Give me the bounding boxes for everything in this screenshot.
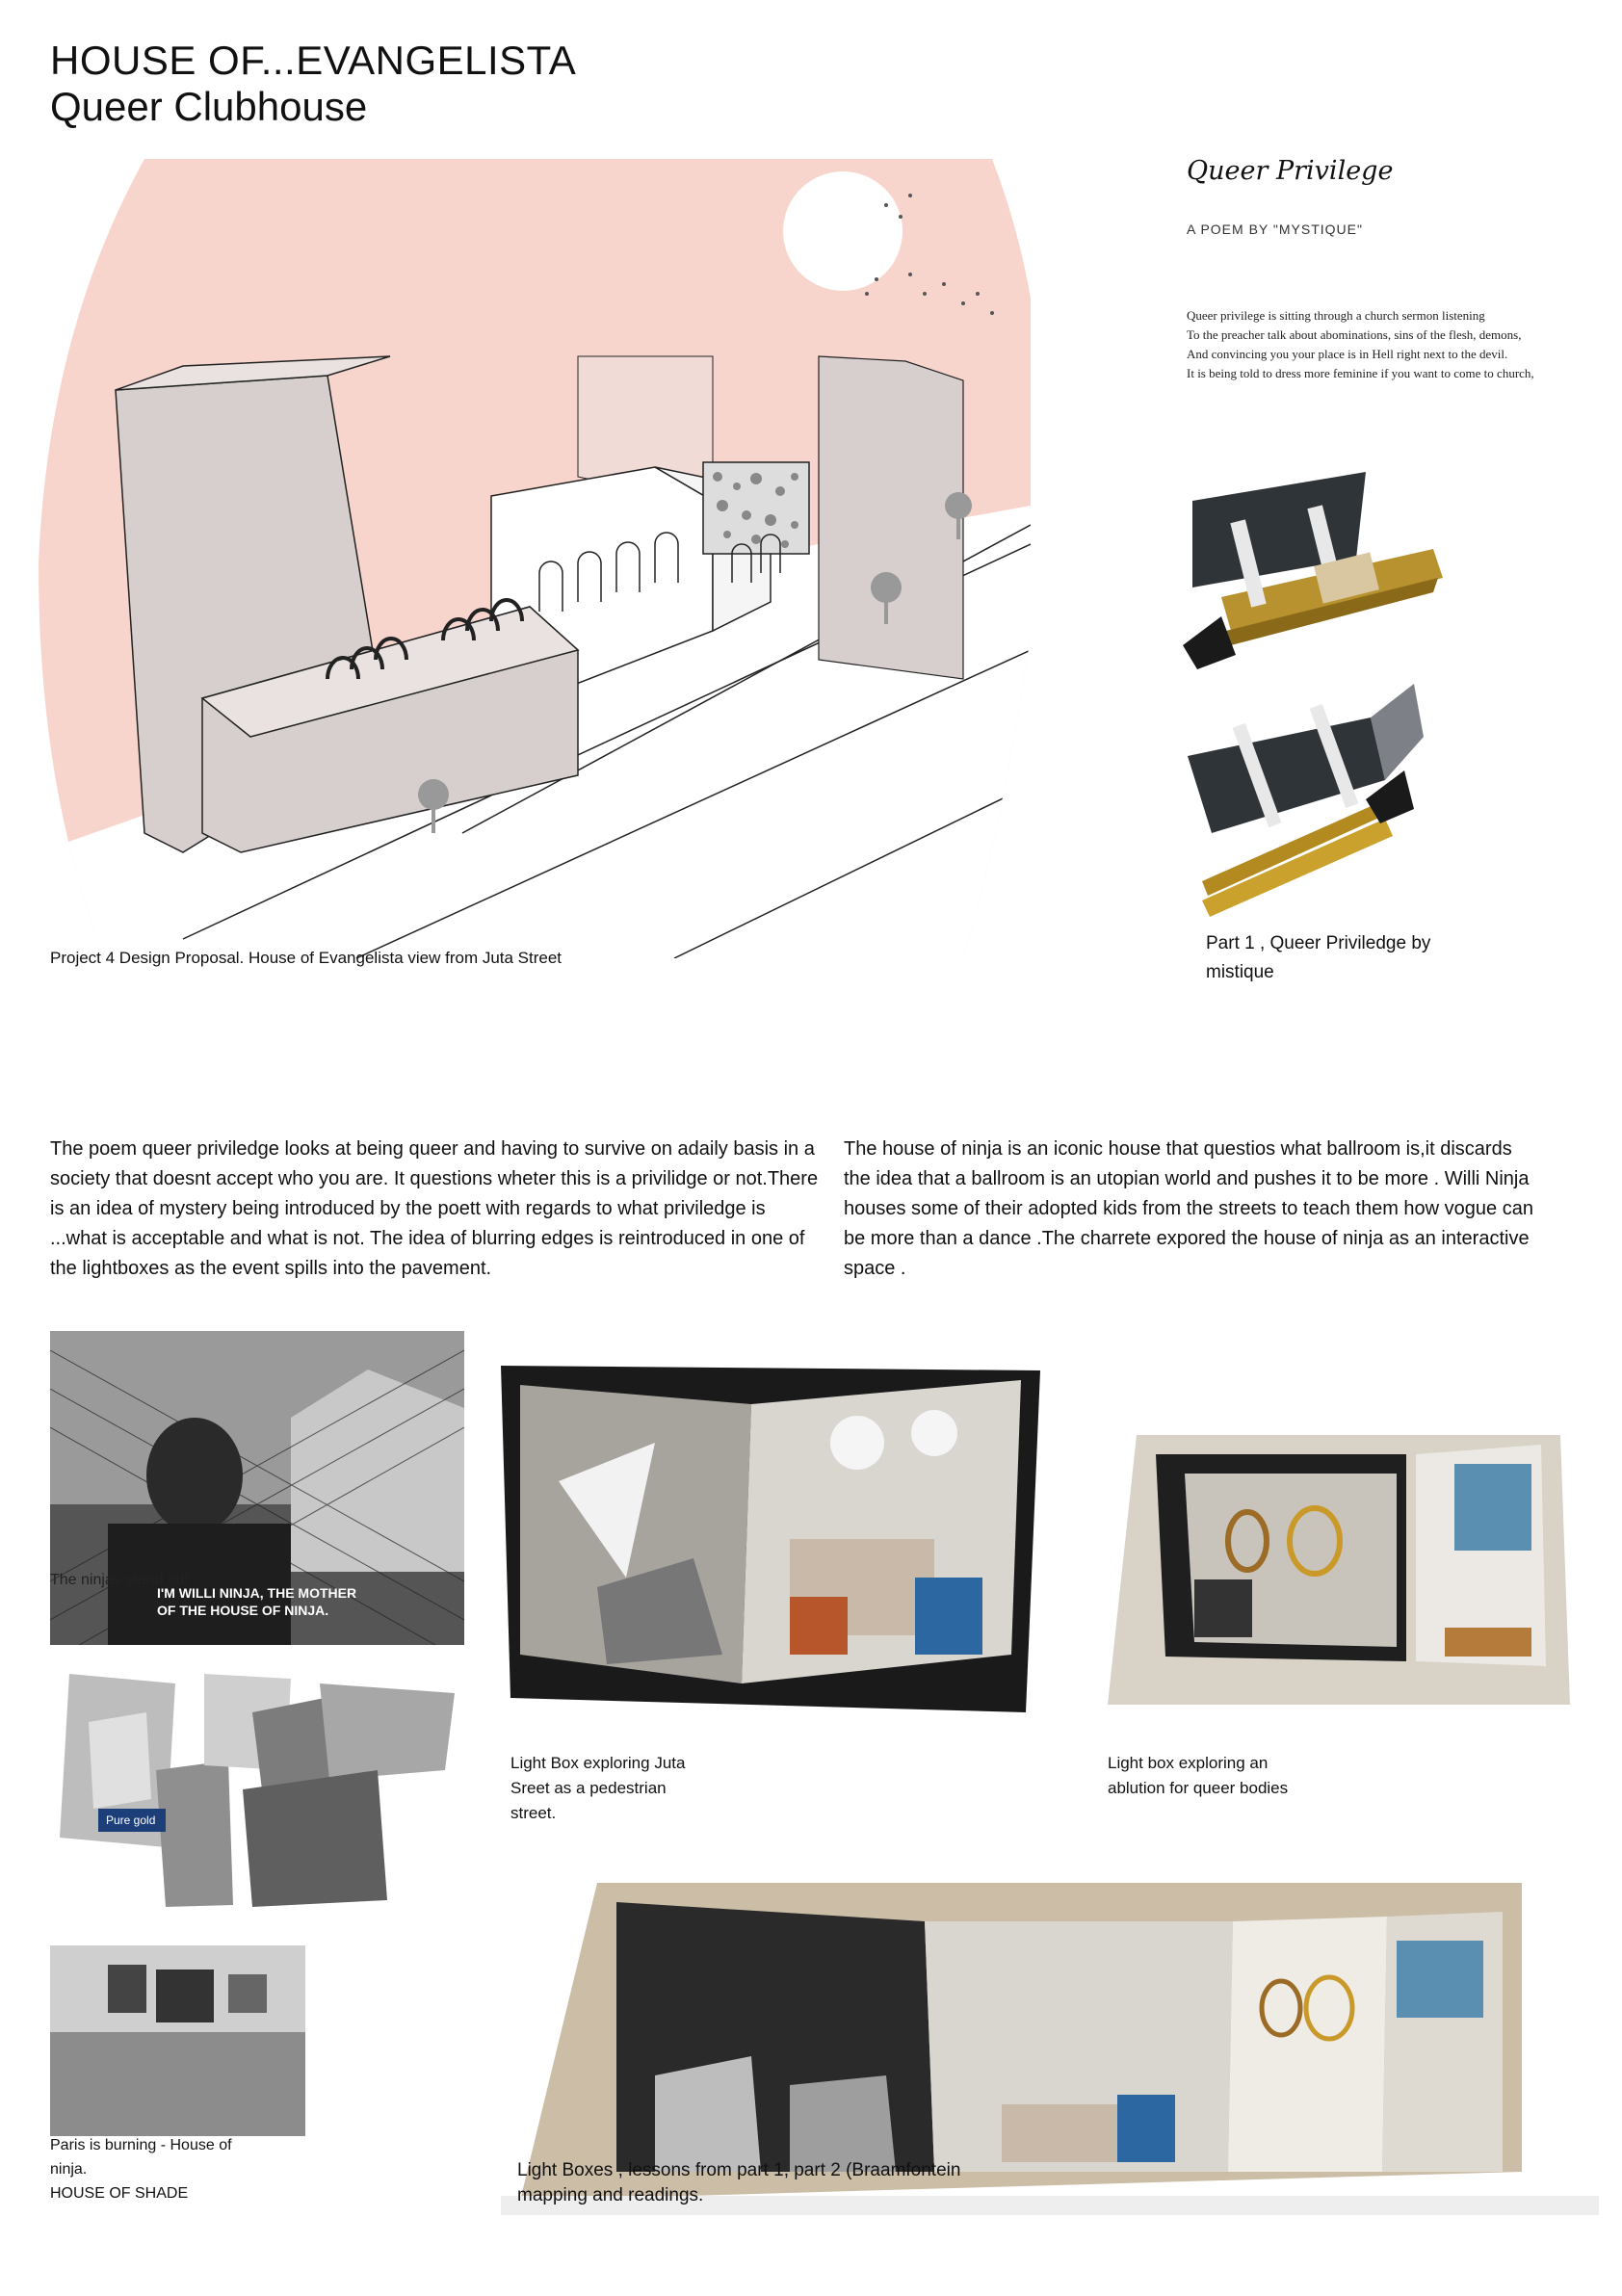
- scroll-caption-line1: Part 1 , Queer Priviledge by: [1206, 933, 1431, 953]
- poem-line: To the preacher talk about abominations, sins of the flesh, demons,: [1187, 327, 1522, 342]
- final-caption-line1: Light Boxes , lessons from part 1, part 2 (Braamfontein: [517, 2160, 961, 2180]
- scroll-model-photo-2: [1183, 665, 1443, 925]
- scroll-caption-line2: mistique: [1206, 962, 1274, 982]
- lightbox1-caption-line3: street.: [510, 1804, 557, 1822]
- paris-caption-line2: ninja.: [50, 2161, 88, 2178]
- willi-overlay-text: The ninjas stand out: [50, 1572, 190, 1588]
- final-caption-line2: mapping and readings.: [517, 2185, 704, 2205]
- lightbox1-caption-line1: Light Box exploring Juta: [510, 1754, 686, 1772]
- paragraph-queer-priviledge: The poem queer priviledge looks at being queer and having to survive on adaily basis in a society that doesnt accept who you are. It questions wheter this is a privilidge or not.There is an idea of mystery being introduced by the poett with regards to what priviledge is ...what is acceptable and what is not. The idea of blurring edges is reintroduced in one of the lightboxes as the event spills into the pavement.: [50, 1138, 819, 1279]
- lightbox-juta-street-photo: [501, 1366, 1040, 1712]
- paris-is-burning-still: [50, 1945, 305, 2136]
- willi-subtitle-line1: I'M WILLI NINJA, THE MOTHER: [157, 1585, 357, 1601]
- paris-caption-line3: HOUSE OF SHADE: [50, 2185, 189, 2202]
- poem-text: [1187, 306, 1591, 383]
- hero-caption: Project 4 Design Proposal. House of Evangelista view from Juta Street: [50, 949, 562, 967]
- poem-title: Queer Privilege: [1187, 156, 1394, 186]
- lightbox2-caption-line1: Light box exploring an: [1108, 1754, 1269, 1772]
- hero-render: [39, 159, 1031, 958]
- paragraph-house-of-ninja: The house of ninja is an iconic house that questios what ballroom is,it discards the idea that a ballroom is an utopian world and pushes it to be more . Willi Ninja houses some of their adopted kids from the streets to teach them how vogue can be more than a dance .The charrete expored the house of ninja as an interactive space .: [844, 1138, 1533, 1279]
- poem-byline: A POEM BY "MYSTIQUE": [1187, 222, 1363, 237]
- lightbox1-caption-line2: Sreet as a pedestrian: [510, 1779, 667, 1797]
- collage-label: Pure gold: [106, 1813, 156, 1827]
- ninja-collage: [60, 1655, 464, 1915]
- poem-line: Queer privilege is sitting through a church sermon listening: [1187, 308, 1485, 323]
- page-title: HOUSE OF...EVANGELISTA: [50, 38, 577, 83]
- lightbox-ablution-photo: [1108, 1425, 1580, 1714]
- lightbox2-caption-line2: ablution for queer bodies: [1108, 1779, 1289, 1797]
- scroll-model-photo-1: [1183, 462, 1443, 674]
- willi-subtitle-line2: OF THE HOUSE OF NINJA.: [157, 1603, 329, 1618]
- poem-line: And convincing you your place is in Hell right next to the devil.: [1187, 347, 1508, 361]
- poem-line: It is being told to dress more feminine if you want to come to church,: [1187, 366, 1534, 380]
- paris-caption-line1: Paris is burning - House of: [50, 2137, 232, 2153]
- page-subtitle: Queer Clubhouse: [50, 84, 368, 129]
